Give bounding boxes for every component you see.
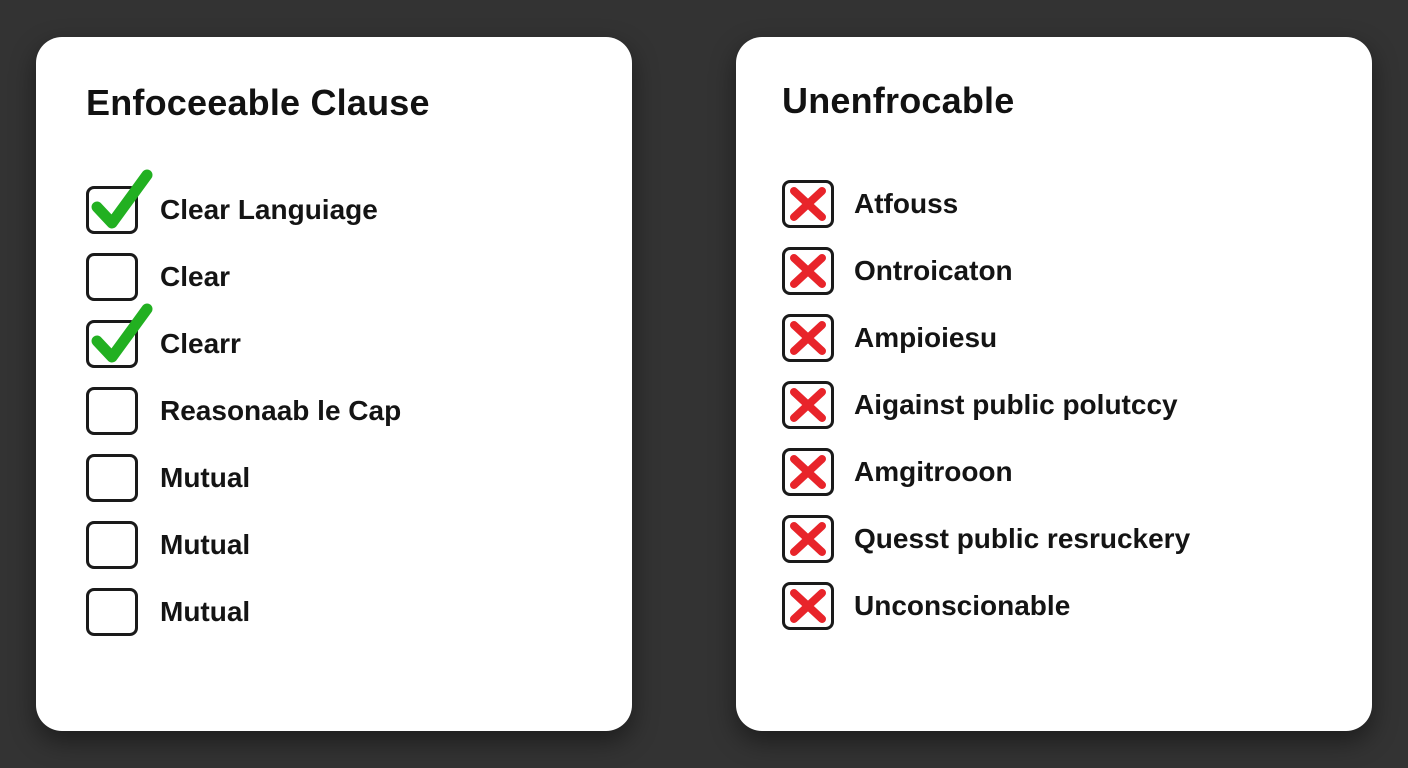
empty-checkbox-icon[interactable] (86, 588, 138, 636)
cross-mark-icon (788, 186, 828, 222)
cross-icon[interactable] (782, 448, 834, 496)
check-mark-icon (85, 303, 157, 371)
list-item-label: Reasonaab le Cap (160, 395, 402, 427)
list-item-label: Aigainst public polutccy (854, 389, 1178, 421)
list-item-label: Mutual (160, 462, 251, 494)
list-item-label: Clear (160, 261, 231, 293)
list-item[interactable] (782, 171, 1332, 238)
list-item-label: Clearr (160, 328, 241, 360)
list-item-label: Atfouss (854, 188, 959, 220)
list-item[interactable] (86, 378, 592, 445)
list-item[interactable] (86, 311, 592, 378)
cross-mark-icon (788, 387, 828, 423)
list-item-label: Unconscionable (854, 590, 1071, 622)
enforceable-checklist (86, 177, 592, 646)
cross-mark-icon (788, 253, 828, 289)
list-item[interactable] (782, 238, 1332, 305)
cross-icon[interactable] (782, 582, 834, 630)
cross-icon[interactable] (782, 180, 834, 228)
list-item[interactable] (782, 506, 1332, 573)
cross-mark-icon (788, 320, 828, 356)
cross-icon[interactable] (782, 314, 834, 362)
cross-mark-icon (788, 588, 828, 624)
list-item-label: Mutual (160, 529, 251, 561)
enforceable-clause-card (36, 37, 632, 731)
unenforceable-checklist (782, 171, 1332, 640)
list-item-label: Amgitrooon (854, 456, 1013, 488)
list-item[interactable] (782, 305, 1332, 372)
list-item-label: Ontroicaton (854, 255, 1013, 287)
cross-icon[interactable] (782, 515, 834, 563)
cross-icon[interactable] (782, 381, 834, 429)
empty-checkbox-icon[interactable] (86, 454, 138, 502)
unenforceable-card-title: Unenfrocable (782, 80, 1015, 121)
cross-mark-icon (788, 521, 828, 557)
list-item-label: Clear Languiage (160, 194, 378, 226)
empty-checkbox-icon[interactable] (86, 521, 138, 569)
empty-checkbox-icon[interactable] (86, 253, 138, 301)
list-item-label: Mutual (160, 596, 251, 628)
cross-mark-icon (788, 454, 828, 490)
enforceable-card-title: Enfoceeable Clause (86, 82, 430, 123)
list-item[interactable] (782, 372, 1332, 439)
list-item[interactable] (782, 573, 1332, 640)
check-icon[interactable] (86, 186, 138, 234)
list-item-label: Ampioiesu (854, 322, 998, 354)
list-item-label: Quesst public resruckery (854, 523, 1191, 555)
list-item[interactable] (86, 244, 592, 311)
empty-checkbox-icon[interactable] (86, 387, 138, 435)
check-mark-icon (85, 169, 157, 237)
cross-icon[interactable] (782, 247, 834, 295)
unenforceable-card (736, 37, 1372, 731)
list-item[interactable] (782, 439, 1332, 506)
list-item[interactable] (86, 177, 592, 244)
check-icon[interactable] (86, 320, 138, 368)
list-item[interactable] (86, 445, 592, 512)
list-item[interactable] (86, 579, 592, 646)
list-item[interactable] (86, 512, 592, 579)
